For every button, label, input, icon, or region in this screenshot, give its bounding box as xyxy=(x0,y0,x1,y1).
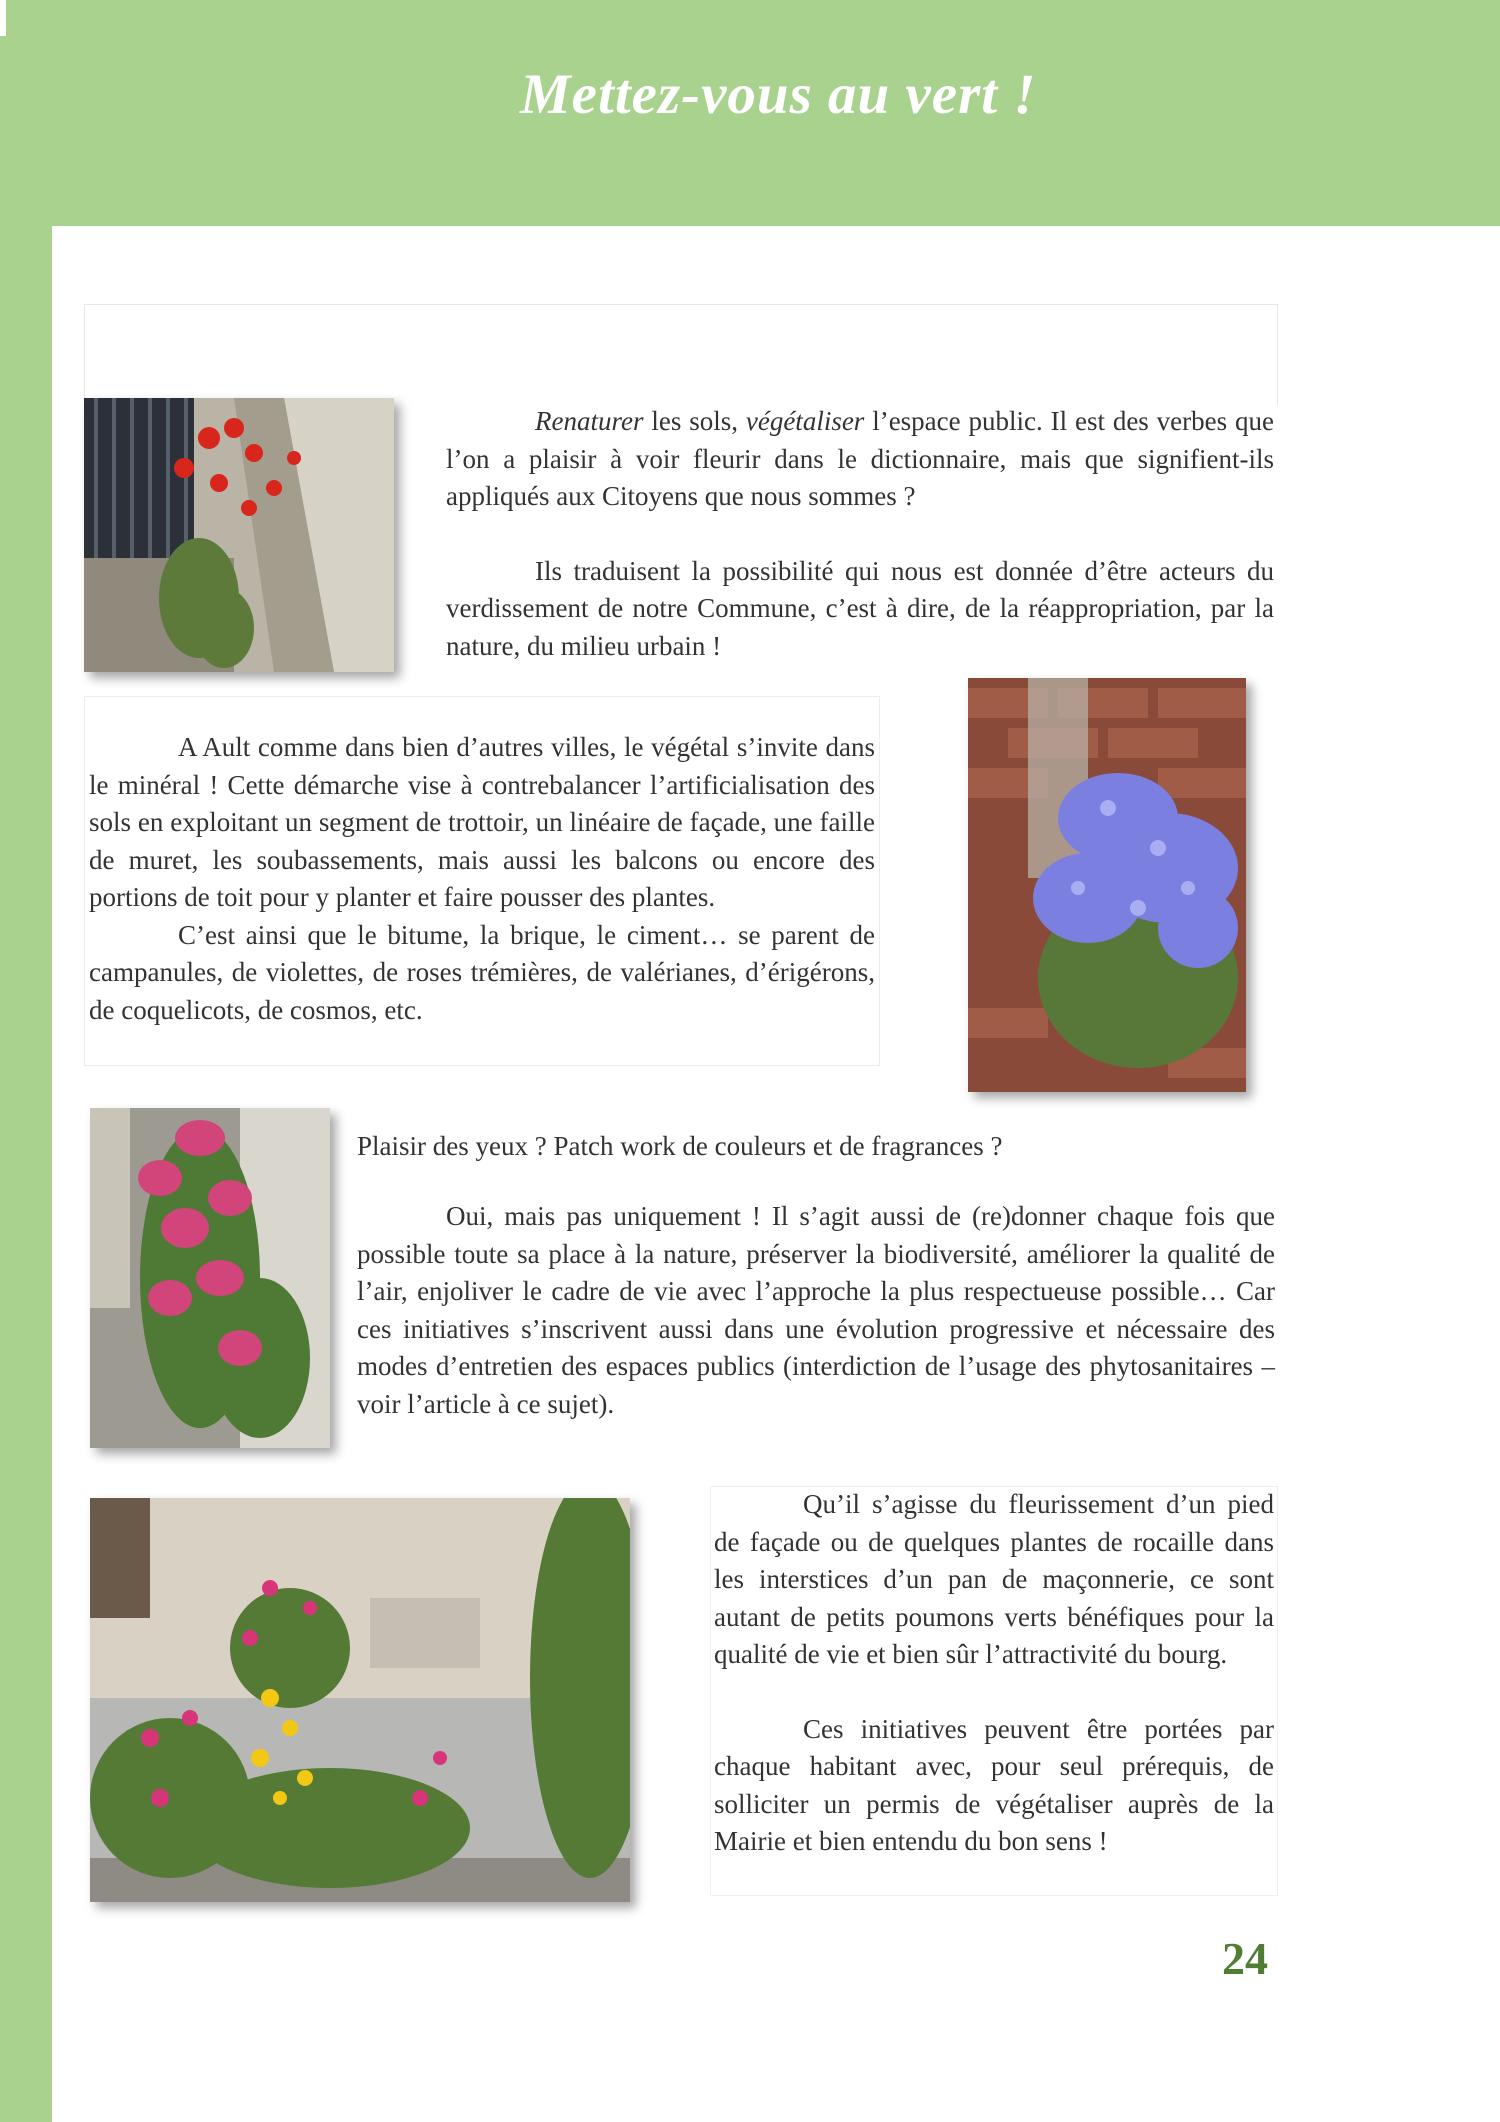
paragraph-text: les sols, xyxy=(643,406,746,436)
page-title: Mettez-vous au vert ! xyxy=(520,63,1037,126)
section2-text xyxy=(89,729,875,1029)
poppies-photo xyxy=(84,398,394,672)
section2-paragraph-1: A Ault comme dans bien d’autres villes, le végétal s’invite dans le minéral ! Cette démarche vise à contrebalancer l’artificialisation des sols en exploitant un segment de trottoir, un linéaire de façade, une faille de muret, les soubassements, mais aussi les balcons ou encore des portions de toit pour y planter et faire pousser des plantes. xyxy=(89,732,875,912)
section2-paragraph-2: C’est ainsi que le bitume, la brique, le ciment… se parent de campanules, de violettes, de roses trémières, de valérianes, d’érigérons, de coquelicots, de cosmos, etc. xyxy=(89,919,875,1025)
section3-paragraph-2: Oui, mais pas uniquement ! Il s’agit aussi de (re)donner chaque fois que possible toute sa place à la nature, préserver la biodiversité, améliorer la qualité de l’air, enjoliver le cadre de vie avec l’approche la plus respectueuse possible… Car ces initiatives s’inscrivent aussi dans une évolution progressive et nécessaire des modes d’entretien des espaces publics (interdiction de l’usage des phytosanitaires – voir l’article à ce sujet). xyxy=(357,1201,1275,1419)
campanula-illustration xyxy=(968,678,1246,1092)
facade-photo xyxy=(90,1498,630,1902)
valerian-illustration xyxy=(90,1108,330,1448)
emphasis-vegetaliser: végétaliser xyxy=(745,406,865,436)
section3-paragraph-1: Plaisir des yeux ? Patch work de couleurs et de fragrances ? xyxy=(357,1131,1003,1161)
paragraph-text: l’espace public. Il est des verbes que l’on a plaisir à voir fleurir dans le dictionnaire, mais que signifient-ils appliqués aux Citoyens que nous sommes ? xyxy=(446,406,1274,511)
facade-illustration xyxy=(90,1498,630,1902)
section3-text xyxy=(357,1128,1275,1166)
section4-paragraph-2: Ces initiatives peuvent être portées par chaque habitant avec, pour seul prérequis, de solliciter un permis de végétaliser auprès de la Mairie et bien entendu du bon sens ! xyxy=(714,1713,1274,1856)
campanula-photo xyxy=(968,678,1246,1092)
left-margin-band xyxy=(0,0,52,2122)
poppies-illustration xyxy=(84,398,394,672)
text-frame-top xyxy=(84,304,1278,405)
section1-paragraph-1 xyxy=(446,403,1274,516)
corner-mark xyxy=(0,0,6,36)
page-number: 24 xyxy=(1222,1933,1268,1984)
section4-text xyxy=(714,1486,1274,1861)
section3-text-body xyxy=(357,1198,1275,1423)
section1-text xyxy=(446,403,1274,665)
valerian-photo xyxy=(90,1108,330,1448)
section4-paragraph-1: Qu’il s’agisse du fleurissement d’un pied de façade ou de quelques plantes de rocaille dans les interstices d’un pan de maçonnerie, ce sont autant de petits poumons verts bénéfiques pour la qualité de vie et bien sûr l’attractivité du bourg. xyxy=(714,1489,1274,1669)
emphasis-renaturer: Renaturer xyxy=(535,406,644,436)
section1-paragraph-2: Ils traduisent la possibilité qui nous est donnée d’être acteurs du verdissement de notre Commune, c’est à dire, de la réappropriation, par la nature, du milieu urbain ! xyxy=(446,555,1274,661)
